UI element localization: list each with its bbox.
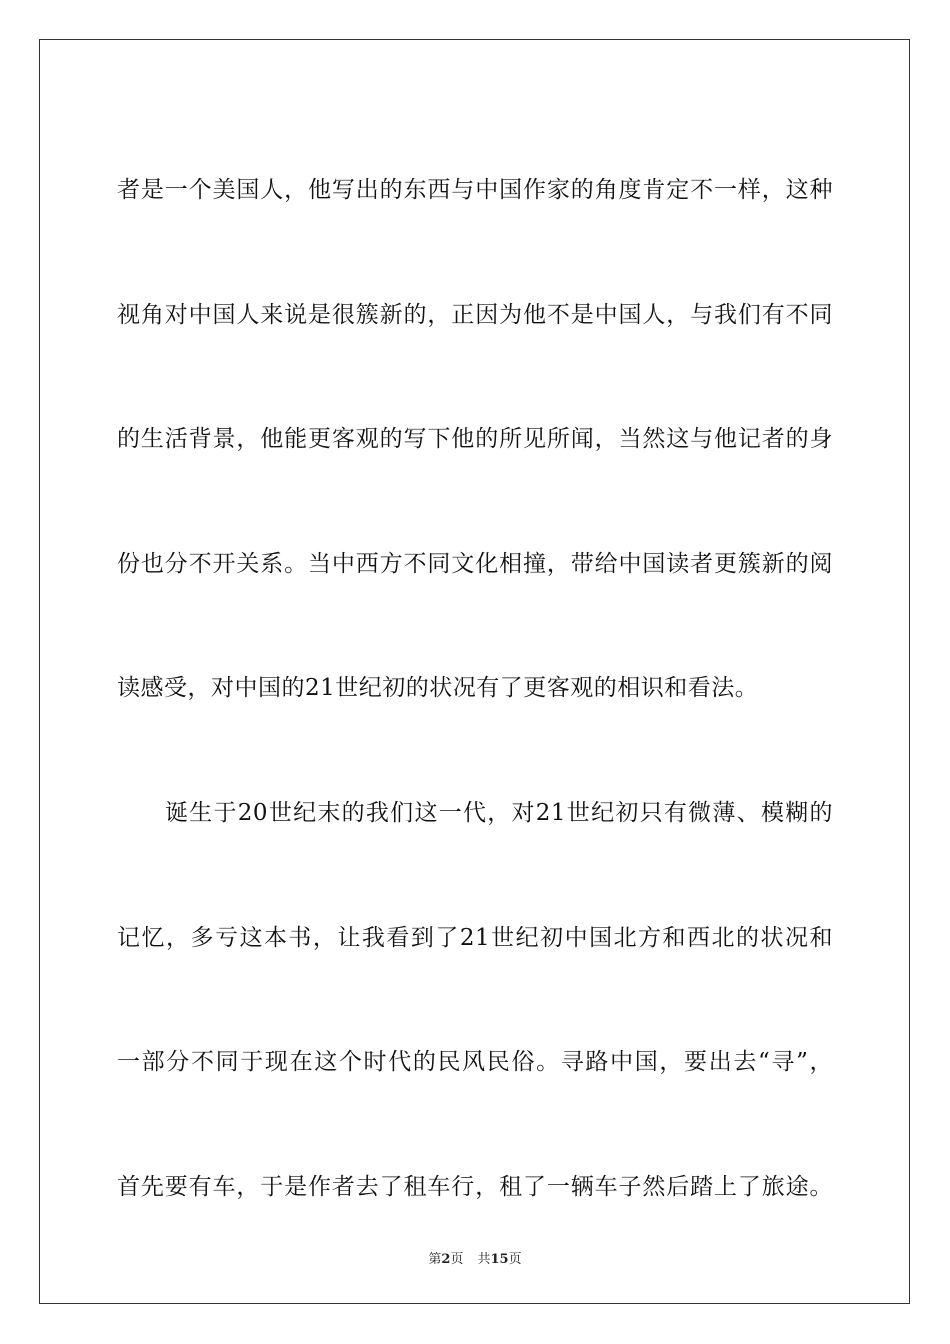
- document-body: [117, 128, 833, 1249]
- total-prefix: 共: [477, 1252, 491, 1267]
- page-number: 2: [441, 1252, 451, 1267]
- text-line: 读感受，对中国的21世纪初的状况有了更客观的相识和看法。: [117, 675, 759, 702]
- text-line: 诞生于20世纪末的我们这一代，对21世纪初只有微薄、模糊的: [165, 799, 833, 826]
- page-prefix: 第: [428, 1252, 442, 1267]
- text-line: 的生活背景，他能更客观的写下他的所见所闻，当然这与他记者的身: [117, 426, 833, 453]
- paragraph-1: [117, 128, 833, 751]
- page-footer: [0, 1248, 950, 1267]
- text-line: 记忆，多亏这本书，让我看到了21世纪初中国北方和西北的状况和: [117, 924, 833, 951]
- text-line: 视角对中国人来说是很簇新的，正因为他不是中国人，与我们有不同: [117, 301, 833, 328]
- text-line: 一部分不同于现在这个时代的民风民俗。寻路中国，要出去“寻”，: [117, 1049, 833, 1076]
- page-total: 15: [490, 1252, 509, 1267]
- page-suffix: 页: [450, 1252, 464, 1267]
- text-line: 首先要有车，于是作者去了租车行，租了一辆车子然后踏上了旅途。: [117, 1173, 833, 1200]
- paragraph-2: [117, 751, 833, 1249]
- text-line: 者是一个美国人，他写出的东西与中国作家的角度肯定不一样，这种: [117, 177, 833, 203]
- text-line: 份也分不开关系。当中西方不同文化相撞，带给中国读者更簇新的阅: [117, 550, 833, 577]
- total-suffix: 页: [508, 1252, 522, 1267]
